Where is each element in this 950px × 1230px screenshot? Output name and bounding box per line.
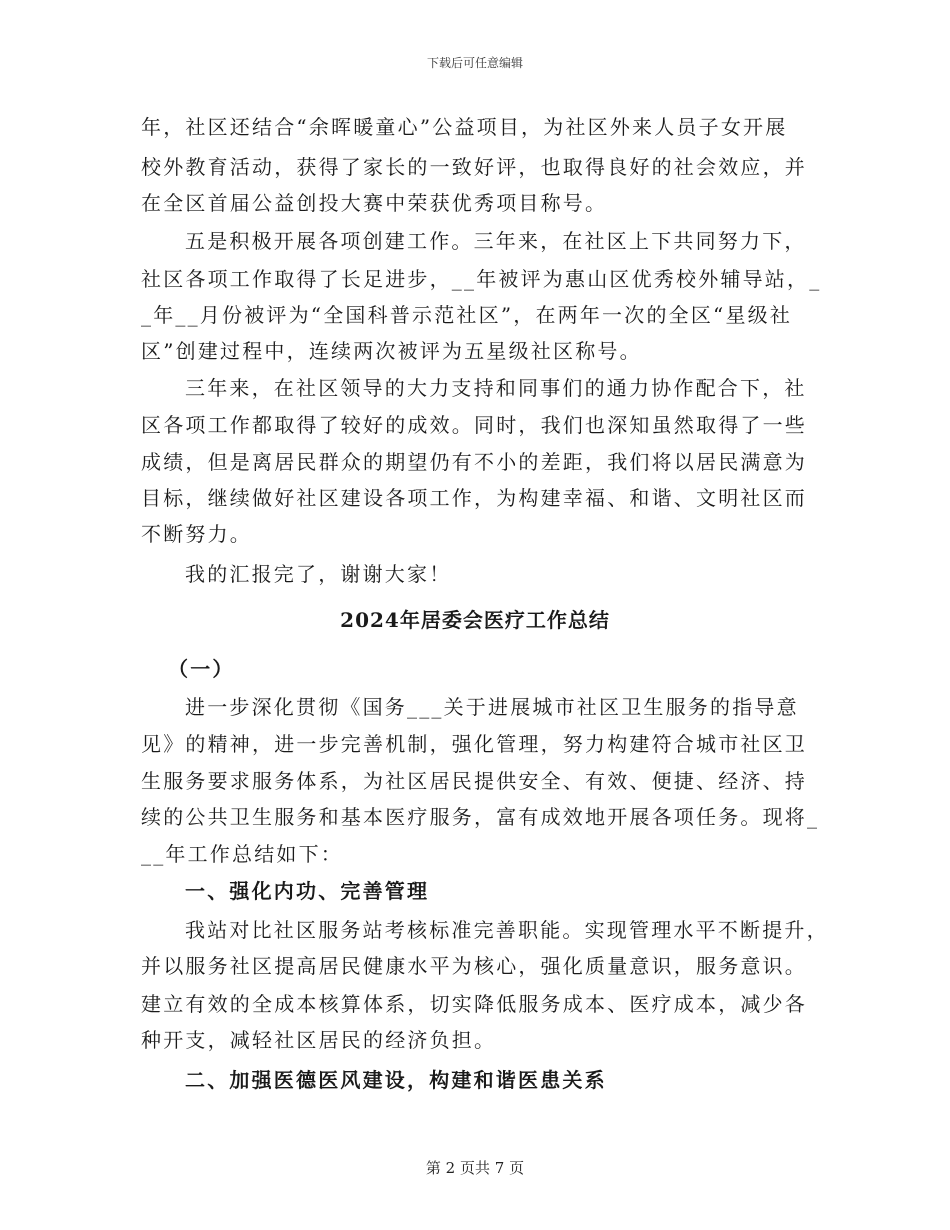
paragraph-line: 进一步深化贯彻《国务___关于进展城市社区卫生服务的指导意 (185, 695, 799, 719)
page-footer: 第 2 页共 7 页 (425, 1159, 525, 1177)
paragraph-line: __年工作总结如下： (141, 842, 343, 866)
subheading: （一） (168, 657, 235, 681)
page-header: 下载后可任意编辑 (426, 56, 523, 70)
paragraph-line: 区”创建过程中，连续两次被评为五星级社区称号。 (141, 339, 642, 363)
paragraph-line: 续的公共卫生服务和基本医疗服务，富有成效地开展各项任务。现将_ (141, 805, 820, 829)
paragraph-line: 校外教育活动，获得了家长的一致好评，也取得良好的社会效应，并 (141, 155, 807, 179)
paragraph-line: 五是积极开展各项创建工作。三年来，在社区上下共同努力下， (185, 229, 807, 253)
paragraph-line: 见》的精神，进一步完善机制，强化管理，努力构建符合城市社区卫 (141, 732, 807, 756)
paragraph-line: 三年来，在社区领导的大力支持和同事们的通力协作配合下，社 (185, 376, 807, 400)
section-heading: 一、强化内功、完善管理 (185, 879, 430, 903)
paragraph-line: 在全区首届公益创投大赛中荣获优秀项目称号。 (141, 191, 608, 215)
section-heading: 二、加强医德医风建设，构建和谐医患关系 (185, 1068, 607, 1092)
paragraph-line: 成绩，但是离居民群众的期望仍有不小的差距，我们将以居民满意为 (141, 450, 807, 474)
paragraph-line: 我的汇报完了，谢谢大家！ (185, 562, 452, 586)
paragraph-line: 年，社区还结合“余晖暖童心”公益项目，为社区外来人员子女开展 (141, 115, 788, 139)
paragraph-line: 种开支，减轻社区居民的经济负担。 (141, 1028, 497, 1052)
paragraph-line: 区各项工作都取得了较好的成效。同时，我们也深知虽然取得了一些 (141, 413, 807, 437)
document-title: 2024年居委会医疗工作总结 (340, 608, 610, 632)
paragraph-line: 目标，继续做好社区建设各项工作，为构建幸福、和谐、文明社区而 (141, 486, 807, 510)
paragraph-line: 不断努力。 (141, 522, 252, 546)
paragraph-line: 并以服务社区提高居民健康水平为核心，强化质量意识，服务意识。 (141, 954, 807, 978)
paragraph-line: _年__月份被评为“全国科普示范社区”，在两年一次的全区“星级社 (141, 303, 793, 327)
paragraph-line: 我站对比社区服务站考核标准完善职能。实现管理水平不断提升， (185, 918, 829, 942)
paragraph-line: 建立有效的全成本核算体系，切实降低服务成本、医疗成本，减少各 (141, 992, 807, 1016)
paragraph-line: 生服务要求服务体系，为社区居民提供安全、有效、便捷、经济、持 (141, 769, 807, 793)
paragraph-line: 社区各项工作取得了长足进步，__年被评为惠山区优秀校外辅导站，_ (141, 267, 822, 291)
